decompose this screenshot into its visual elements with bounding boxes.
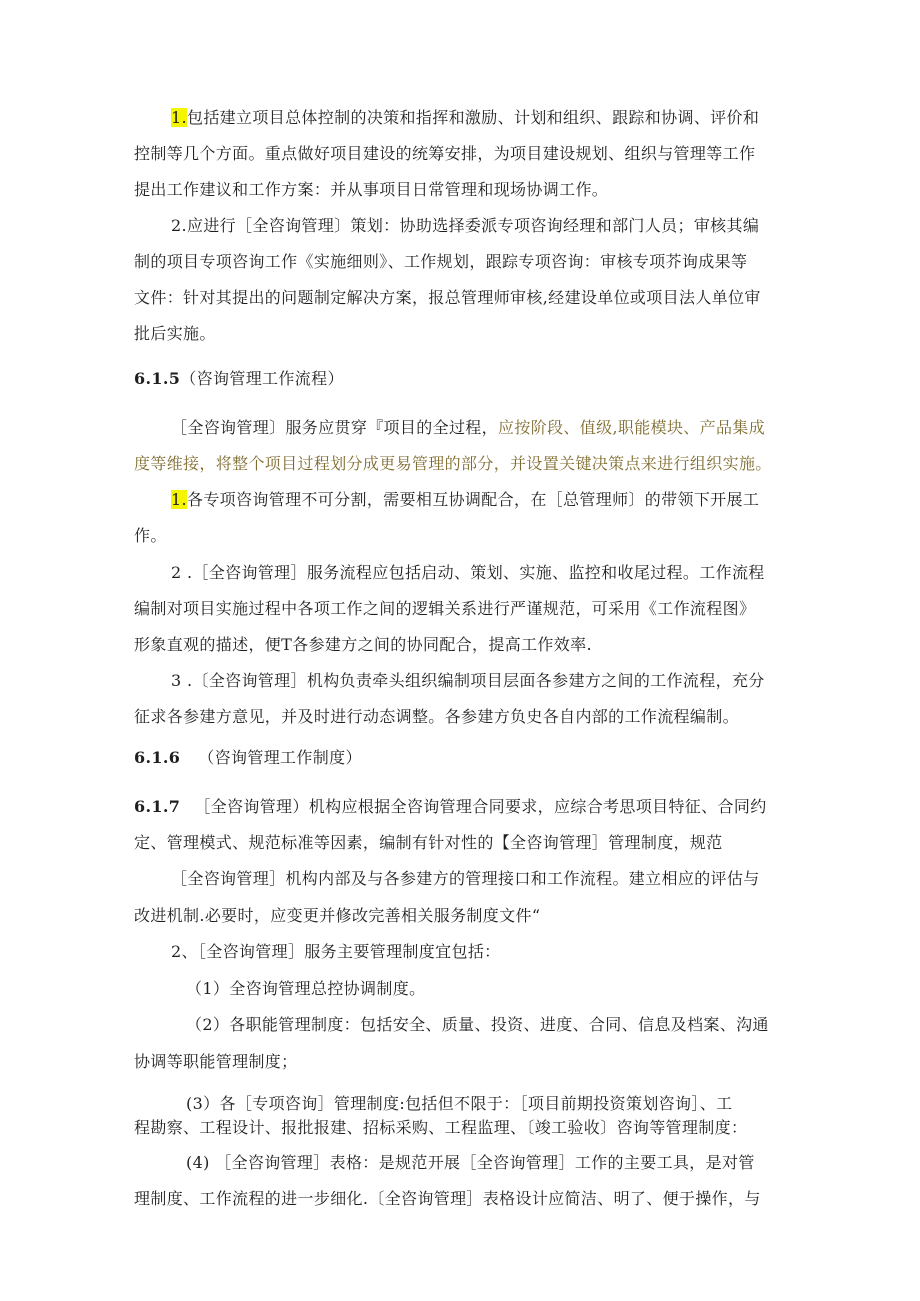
text-line: 提出工作建议和工作方案：并从事项目日常管理和现场协调工作。 <box>134 180 609 199</box>
section-heading-6-1-6 <box>134 748 362 768</box>
line-text: ［全咨询管理〕服务应贯穿『项目的全过程， <box>171 418 499 437</box>
section-heading-6-1-7 <box>134 797 767 817</box>
text-line: 文件：针对其提出的问题制定解决方案，报总管理师审核,经建设单位或项目法人单位审 <box>134 288 761 307</box>
text-line: 形象直观的描述，便T各参建方之间的协同配合，提高工作效率. <box>134 635 592 654</box>
section-number: 6.1.6 <box>134 748 181 767</box>
section-number: 6.1.5 <box>134 369 181 388</box>
text-line: 作。 <box>134 526 167 545</box>
section-title: （咨询管理工作流程） <box>180 369 344 388</box>
section-heading-6-1-5 <box>134 369 344 389</box>
text-line: 编制对项目实施过程中各项工作之间的逻辑关系进行严谨规范，可采用《工作流程图》 <box>134 599 756 618</box>
text-line: 理制度、工作流程的进一步细化.〔全咨询管理］表格设计应简洁、明了、便于操作，与 <box>134 1189 761 1208</box>
highlighted-number: 1. <box>171 490 187 509</box>
line-text: ［全咨询管理）机构应根据全咨询管理合同要求，应综合考思项目特征、合同约 <box>194 797 767 816</box>
text-line: 协调等职能管理制度； <box>134 1052 298 1071</box>
section-title: （咨询管理工作制度） <box>198 748 362 767</box>
text-line: （1）全咨询管理总控协调制度。 <box>186 979 426 998</box>
text-line: 批后实施。 <box>134 324 216 343</box>
line-text: 各专项咨询管理不可分割，需要相互协调配合，在［总管理师〕的带领下开展工 <box>186 490 760 509</box>
text-line: 制的项目专项咨询工作《实施细则》、工作规划，跟踪专项咨询：审核专项芥询成果等 <box>134 252 748 271</box>
text-line: （2）各职能管理制度：包括安全、质量、投资、进度、合同、信息及档案、沟通 <box>186 1015 769 1034</box>
text-line: 2、［全咨询管理］服务主要管理制度宜包括： <box>171 942 501 961</box>
text-line: (4) ［全咨询管理］表格：是规范开展［全咨询管理］工作的主要工具，是对管 <box>186 1153 755 1172</box>
text-line: (3）各［专项咨询］管理制度:包括但不限于：［项目前期投资策划咨询］、工 <box>186 1094 733 1113</box>
text-line: 2 .［全咨询管理］服务流程应包括启动、策划、实施、监控和收尾过程。工作流程 <box>171 563 765 582</box>
line-text-colored: 应按阶段、值级,职能模块、产品集成 <box>498 418 766 437</box>
text-line: 征求各参建方意见，并及时进行动态调整。各参建方负史各自内部的工作流程编制。 <box>134 707 739 726</box>
text-line: 定、管理模式、规范标准等因素，编制有针对性的【全咨询管理］管理制度，规范 <box>134 833 723 852</box>
text-line <box>171 108 759 128</box>
text-line: 2.应进行［全咨询管理〕策划：协助选择委派专项咨询经理和部门人员；审核其编 <box>171 216 760 235</box>
text-line: ［全咨询管理］机构内部及与各参建方的管理接口和工作流程。建立相应的评估与 <box>171 869 760 888</box>
text-line: 改进机制.必要时，应变更并修改完善相关服务制度文件“ <box>134 906 541 925</box>
highlighted-number: 1. <box>171 108 187 127</box>
text-line-colored: 度等维接，将整个项目过程划分成更易管理的部分，并设置关键决策点来进行组织实施。 <box>134 454 772 473</box>
text-line: 3 .〔全咨询管理］机构负责牵头组织编制项目层面各参建方之间的工作流程，充分 <box>171 671 765 690</box>
text-line: 程勘察、工程设计、报批报建、招标采购、工程监理、〔竣工验收〕咨询等管理制度： <box>134 1118 748 1137</box>
section-number: 6.1.7 <box>134 797 181 816</box>
line-text: 包括建立项目总体控制的决策和指挥和激励、计划和组织、跟踪和协调、评价和 <box>186 108 760 127</box>
text-line <box>171 490 759 510</box>
text-line <box>171 418 765 438</box>
text-line: 控制等几个方面。重点做好项目建设的统筹安排，为项目建设规划、组织与管理等工作 <box>134 144 756 163</box>
